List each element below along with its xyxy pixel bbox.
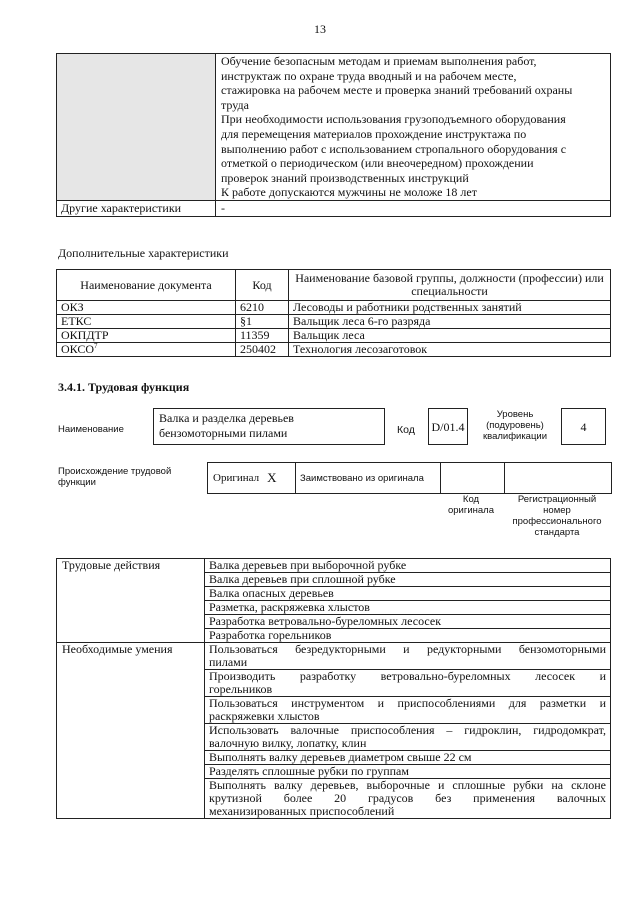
skill-item	[205, 779, 611, 819]
table-row	[57, 343, 611, 357]
skill-item	[205, 697, 611, 724]
requirement-line: При необходимости использования грузоподъемного оборудования	[221, 112, 566, 127]
table-row	[57, 315, 611, 329]
table-row	[57, 559, 611, 573]
required-skills-label: Необходимые умения	[57, 643, 205, 819]
column-header-document: Наименование документа	[57, 270, 236, 301]
document-cell: ОКПДТР	[57, 329, 236, 343]
function-heading: 3.4.1. Трудовая функция	[58, 380, 190, 394]
labor-action-item: Валка опасных деревьев	[205, 587, 611, 601]
origin-row	[207, 462, 612, 494]
table-row	[57, 54, 611, 201]
additional-characteristics-title: Дополнительные характеристики	[58, 246, 229, 260]
labor-action-item: Валка деревьев при выборочной рубке	[205, 559, 611, 573]
labor-function-table	[56, 558, 611, 819]
table-header-row	[57, 270, 611, 301]
skill-line: крутизной более 20 градусов без применения валочных	[209, 791, 606, 805]
skill-line: Производить разработку ветровально-буреломных лесосек и	[209, 669, 606, 683]
skill-item	[205, 751, 611, 765]
column-header-name: Наименование базовой группы, должности (профессии) или специальности	[289, 270, 611, 301]
qualification-level-label: Уровень (подуровень) квалификации	[482, 409, 548, 442]
skill-line: Пользоваться инструментом и приспособлениями для разметки и	[209, 696, 606, 710]
labor-action-item: Разработка ветровально-буреломных лесосек	[205, 615, 611, 629]
labor-action-item: Разметка, раскряжевка хлыстов	[205, 601, 611, 615]
code-cell: 250402	[236, 343, 289, 357]
requirements-cell	[216, 54, 611, 201]
function-name-value: Валка и разделка деревьев бензомоторными пилами	[153, 408, 385, 445]
original-code-cell	[441, 463, 505, 493]
original-label: Оригинал	[213, 472, 260, 484]
requirement-line: стажировка на рабочем месте и проверка знаний требований охраны	[221, 83, 573, 98]
skill-item	[205, 724, 611, 751]
document-cell	[57, 343, 236, 357]
code-cell: 11359	[236, 329, 289, 343]
table-row	[57, 643, 611, 670]
labor-action-item: Валка деревьев при сплошной рубке	[205, 573, 611, 587]
skill-line: Использовать валочные приспособления – гидроклин, гидродомкрат,	[209, 723, 606, 737]
qualification-level-value: 4	[561, 408, 606, 445]
origin-label: Происхождение трудовой функции	[58, 466, 172, 488]
document-cell: ОКЗ	[57, 301, 236, 315]
requirement-line: инструктаж по охране труда вводный и на рабочем месте,	[221, 68, 517, 83]
requirement-line: труда	[221, 97, 249, 112]
name-cell: Лесоводы и работники родственных занятий	[289, 301, 611, 315]
labor-action-item: Разработка горельников	[205, 629, 611, 643]
registration-number-caption: Регистрационный номер профессионального стандарта	[512, 494, 602, 538]
name-cell: Вальщик леса 6-го разряда	[289, 315, 611, 329]
skill-line: раскряжевки хлыстов	[209, 709, 320, 723]
other-characteristics-label: Другие характеристики	[57, 200, 216, 216]
other-characteristics-value: -	[216, 200, 611, 216]
skill-line: валочную вилку, лопатку, клин	[209, 736, 367, 750]
skill-line: Пользоваться безредукторными и редукторными бензомоторными	[209, 642, 606, 656]
code-cell: §1	[236, 315, 289, 329]
original-code-caption: Код оригинала	[447, 494, 494, 516]
original-cell	[208, 463, 296, 493]
function-code-value: D/01.4	[428, 408, 468, 445]
registration-number-cell	[505, 463, 611, 493]
requirement-line: К работе допускаются мужчины не моложе 18 лет	[221, 185, 477, 200]
borrowed-cell: Заимствовано из оригинала	[296, 463, 441, 493]
additional-characteristics-table	[56, 269, 611, 357]
original-mark: X	[267, 470, 277, 485]
labor-actions-label: Трудовые действия	[57, 559, 205, 643]
skill-line: Разделять сплошные рубки по группам	[209, 764, 409, 778]
document-name: ОКСО	[61, 342, 95, 356]
code-cell: 6210	[236, 301, 289, 315]
table-row	[57, 200, 611, 216]
table-row	[57, 329, 611, 343]
table-row	[57, 301, 611, 315]
skill-line: пилами	[209, 655, 248, 669]
skill-line: горельников	[209, 682, 273, 696]
skill-item	[205, 670, 611, 697]
requirements-table	[56, 53, 611, 217]
requirement-line: отметкой о периодическом (или внеочередном) прохождении	[221, 156, 534, 171]
document-cell: ЕТКС	[57, 315, 236, 329]
requirement-line: проверок знаний производственных инструкций	[221, 170, 469, 185]
footnote-mark: 7	[94, 342, 98, 350]
skill-line: механизированных приспособлений	[209, 804, 395, 818]
skill-line: Выполнять валку деревьев, выборочные и сплошные рубки на склоне	[209, 778, 606, 792]
requirement-line: выполнению работ с использованием стропального оборудования с	[221, 141, 567, 156]
skill-item	[205, 643, 611, 670]
skill-item	[205, 765, 611, 779]
requirement-line: для перемещения материалов прохождение инструктажа по	[221, 126, 527, 141]
skill-line: Выполнять валку деревьев диаметром свыше 22 см	[209, 750, 472, 764]
name-cell: Технология лесозаготовок	[289, 343, 611, 357]
function-name-label: Наименование	[58, 424, 124, 435]
requirement-line: Обучение безопасным методам и приемам выполнения работ,	[221, 54, 537, 68]
column-header-code: Код	[236, 270, 289, 301]
function-code-label: Код	[397, 424, 415, 436]
name-cell: Вальщик леса	[289, 329, 611, 343]
page-number: 13	[314, 22, 326, 36]
requirements-label-cell	[57, 54, 216, 201]
